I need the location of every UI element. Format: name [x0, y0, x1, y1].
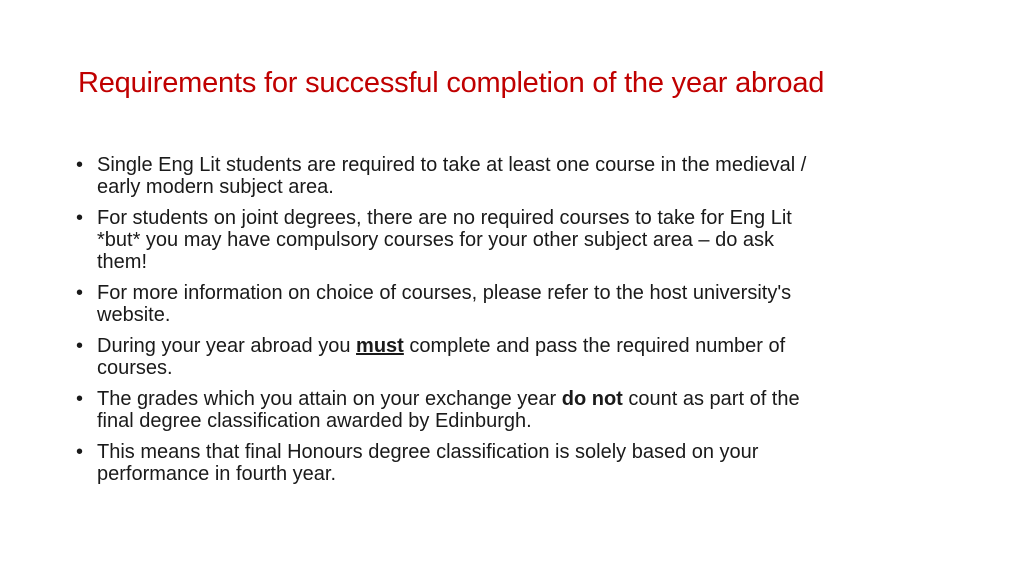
bullet-item-joint-degrees — [76, 207, 936, 273]
bullet-text-line: final degree classification awarded by Edinburgh. — [97, 410, 532, 432]
bullet-list — [76, 154, 936, 494]
bullet-text-line: Single Eng Lit students are required to take at least one course in the medieval / — [97, 154, 807, 176]
bullet-item-honours-classification — [76, 441, 936, 485]
bullet-item-single-eng-lit — [76, 154, 936, 198]
bullet-text-line: early modern subject area. — [97, 176, 334, 198]
bullet-text-segment: count as part of the — [622, 388, 800, 410]
bullet-text-line: For more information on choice of courses, please refer to the host university's — [97, 282, 792, 304]
bullet-text-segment: During your year abroad you — [97, 335, 357, 357]
bullet-dot-icon: • — [76, 282, 84, 304]
bullet-text-line: performance in fourth year. — [97, 463, 337, 485]
bullet-text-line: them! — [97, 251, 148, 273]
bullet-text-line: courses. — [97, 357, 173, 379]
bullet-text-segment: The grades which you attain on your exchange year — [97, 388, 562, 410]
bullet-item-must-pass — [76, 335, 936, 379]
bullet-text-line — [97, 335, 936, 357]
bullet-dot-icon: • — [76, 154, 84, 176]
emphasis-do-not: do not — [561, 388, 623, 410]
bullet-text-line — [97, 388, 936, 410]
bullet-text-line: For students on joint degrees, there are no required courses to take for Eng Lit — [97, 207, 792, 229]
emphasis-must: must — [356, 335, 404, 357]
bullet-item-more-information — [76, 282, 936, 326]
bullet-dot-icon: • — [76, 441, 84, 463]
slide-title: Requirements for successful completion of the year abroad — [78, 67, 825, 99]
bullet-dot-icon: • — [76, 388, 84, 410]
bullet-item-grades-do-not-count — [76, 388, 936, 432]
bullet-text-line: This means that final Honours degree classification is solely based on your — [97, 441, 759, 463]
bullet-dot-icon: • — [76, 335, 84, 357]
bullet-text-line: website. — [97, 304, 171, 326]
bullet-text-line: *but* you may have compulsory courses for your other subject area – do ask — [97, 229, 775, 251]
bullet-text-segment: complete and pass the required number of — [403, 335, 786, 357]
bullet-dot-icon: • — [76, 207, 84, 229]
